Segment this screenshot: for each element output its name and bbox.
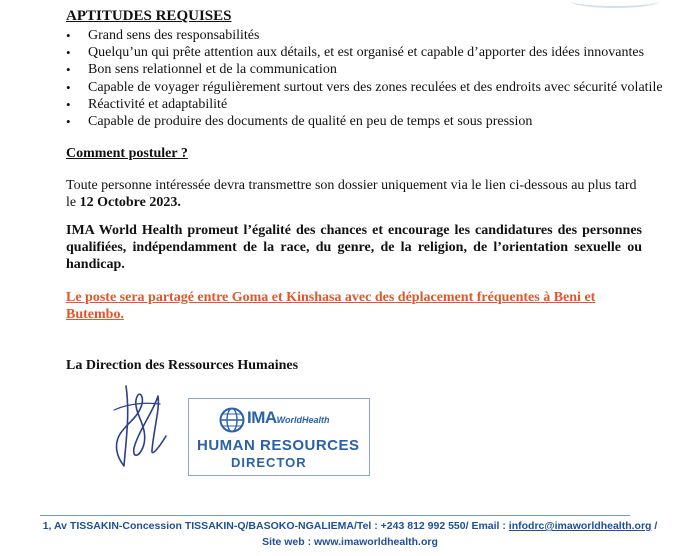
equal-opportunity-statement: IMA World Health promeut l’égalité des chances et encourage les candidatures des personnes qualifiées, indépendamment de la race, du genre, de la religion, de l’orientation sexuelle ou handicap. <box>66 223 642 272</box>
stamp-department: HUMAN RESOURCES <box>197 437 360 454</box>
apply-paragraph <box>66 177 642 211</box>
corner-decoration <box>570 0 660 8</box>
stamp-brand <box>247 408 330 428</box>
footer-email-link[interactable]: infodrc@imaworldhealth.org <box>508 520 652 532</box>
list-item: • Grand sens des responsabilités <box>66 27 686 44</box>
stamp-role: DIRECTOR <box>231 455 307 470</box>
aptitudes-title: APTITUDES REQUISES <box>66 8 232 24</box>
footer-website[interactable]: Site web : www.imaworldhealth.org <box>262 536 438 548</box>
hr-stamp <box>188 398 370 476</box>
list-item: • Capable de produire des documents de qualité en peu de temps et sous pression <box>66 113 686 130</box>
location-note: Le poste sera partagé entre Goma et Kinshasa avec des déplacement fréquentes à Beni et Butembo. <box>66 290 596 322</box>
footer-contact <box>0 520 700 532</box>
list-item: • Bon sens relationnel et de la communication <box>66 61 686 78</box>
apply-deadline: 12 Octobre 2023. <box>79 195 181 210</box>
footer-trailing: / <box>651 520 658 532</box>
stamp-brand-suffix: WorldHealth <box>276 415 330 425</box>
apply-title: Comment postuler ? <box>66 146 188 161</box>
apply-text: Toute personne intéressée devra transmettre son dossier uniquement via le lien ci-dessous au plus tard le <box>66 178 637 210</box>
globe-icon <box>219 407 245 433</box>
list-item: • Capable de voyager régulièrement surtout vers des zones reculées et des endroits avec sécurité volatile <box>66 79 686 96</box>
footer-address: 1, Av TISSAKIN-Concession TISSAKIN-Q/BASOKO-NGALIEMA/Tel : +243 812 992 550/ Email : <box>42 520 509 532</box>
stamp-brand-name: IMA <box>247 408 277 427</box>
list-item: • Quelqu’un qui prête attention aux détails, et est organisé et capable d’apporter des idées innovantes <box>66 44 686 61</box>
signature-image <box>108 374 188 474</box>
list-item: • Réactivité et adaptabilité <box>66 96 686 113</box>
signatory: La Direction des Ressources Humaines <box>66 358 299 373</box>
footer-divider <box>40 515 630 516</box>
aptitudes-list <box>66 27 686 130</box>
